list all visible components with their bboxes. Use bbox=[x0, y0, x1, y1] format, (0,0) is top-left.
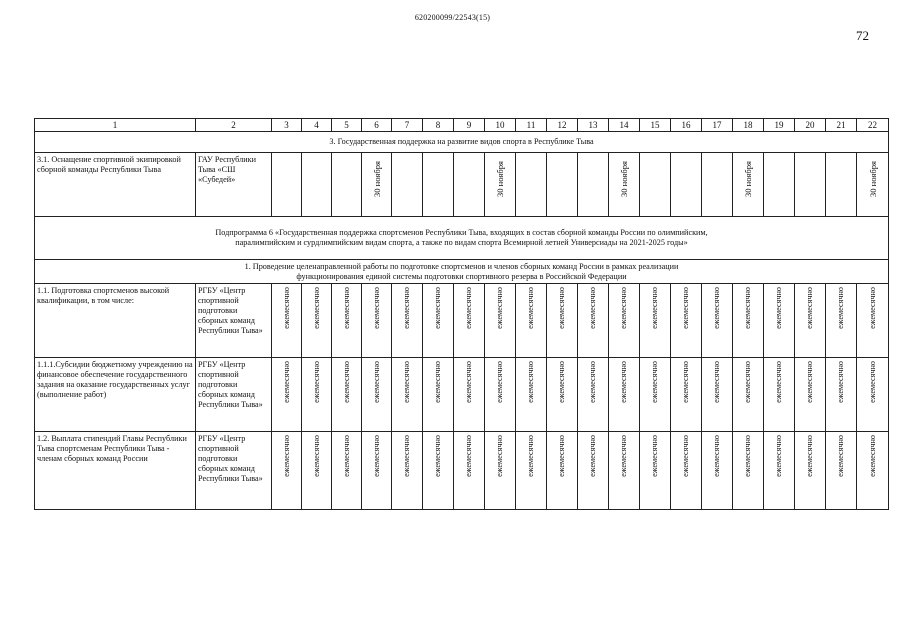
schedule-cell bbox=[423, 284, 454, 358]
period-text: ежемесячно bbox=[805, 435, 814, 477]
schedule-cell bbox=[702, 358, 733, 432]
period-text: ежемесячно bbox=[526, 361, 535, 403]
column-number: 2 bbox=[196, 119, 272, 132]
row-executor: ГАУ Республики Тыва «СШ «Субедей» bbox=[196, 153, 272, 217]
period-text: ежемесячно bbox=[619, 435, 628, 477]
schedule-cell bbox=[516, 358, 547, 432]
schedule-cell bbox=[826, 432, 857, 510]
period-text: ежемесячно bbox=[712, 361, 721, 403]
schedule-cell bbox=[485, 432, 516, 510]
column-number: 10 bbox=[485, 119, 516, 132]
schedule-cell bbox=[423, 358, 454, 432]
period-text: ежемесячно bbox=[836, 287, 845, 329]
period-text: ежемесячно bbox=[774, 287, 783, 329]
period-text: ежемесячно bbox=[867, 361, 877, 403]
period-text: ежемесячно bbox=[650, 435, 659, 477]
column-number: 5 bbox=[332, 119, 362, 132]
column-number: 15 bbox=[640, 119, 671, 132]
column-number: 17 bbox=[702, 119, 733, 132]
row-executor: РГБУ «Центр спортивной подготовки сборных команд Республики Тыва» bbox=[196, 284, 272, 358]
section-heading-line: функционирования единой системы подготовки спортивного резерва в Российской Федерации bbox=[296, 271, 627, 281]
deadline-text: 30 ноября bbox=[743, 161, 753, 198]
period-text: ежемесячно bbox=[743, 435, 752, 477]
schedule-cell bbox=[454, 358, 485, 432]
schedule-cell bbox=[795, 153, 826, 217]
document-registry-number: 620200099/22543(15) bbox=[414, 13, 491, 22]
period-text: ежемесячно bbox=[650, 287, 659, 329]
section-heading bbox=[35, 260, 889, 284]
schedule-cell bbox=[702, 432, 733, 510]
column-number: 3 bbox=[272, 119, 302, 132]
period-text: ежемесячно bbox=[743, 287, 752, 329]
schedule-cell bbox=[795, 432, 826, 510]
period-text: ежемесячно bbox=[526, 435, 535, 477]
page-number: 72 bbox=[856, 28, 869, 43]
schedule-cell bbox=[764, 358, 795, 432]
schedule-cell bbox=[671, 153, 702, 217]
schedule-cell bbox=[857, 432, 889, 510]
period-text: ежемесячно bbox=[402, 435, 411, 477]
period-text: ежемесячно bbox=[712, 435, 721, 477]
table-row bbox=[35, 153, 889, 217]
schedule-cell bbox=[272, 358, 302, 432]
schedule-cell bbox=[332, 358, 362, 432]
column-number: 18 bbox=[733, 119, 764, 132]
schedule-cell bbox=[485, 284, 516, 358]
period-text: ежемесячно bbox=[805, 361, 814, 403]
subprogram-heading-line: Подпрограмма 6 «Государственная поддержка спортсменов Республики Тыва, входящих в состав сборной команды России по олимпийским, bbox=[215, 228, 708, 237]
schedule-cell bbox=[764, 284, 795, 358]
deadline-text: 30 ноября bbox=[371, 161, 382, 198]
period-text: ежемесячно bbox=[402, 361, 411, 403]
period-text: ежемесячно bbox=[774, 435, 783, 477]
period-text: ежемесячно bbox=[557, 361, 566, 403]
column-number-row bbox=[35, 119, 889, 132]
schedule-cell bbox=[795, 358, 826, 432]
schedule-cell bbox=[362, 284, 392, 358]
period-text: ежемесячно bbox=[588, 361, 597, 403]
schedule-cell bbox=[547, 358, 578, 432]
period-text: ежемесячно bbox=[681, 287, 690, 329]
schedule-cell bbox=[857, 153, 889, 217]
period-text: ежемесячно bbox=[495, 361, 504, 403]
schedule-cell bbox=[764, 153, 795, 217]
schedule-cell bbox=[392, 284, 423, 358]
schedule-cell bbox=[547, 432, 578, 510]
schedule-cell bbox=[609, 358, 640, 432]
schedule-cell bbox=[826, 284, 857, 358]
column-number: 13 bbox=[578, 119, 609, 132]
period-text: ежемесячно bbox=[805, 287, 814, 329]
period-text: ежемесячно bbox=[341, 435, 351, 477]
period-text: ежемесячно bbox=[526, 287, 535, 329]
schedule-cell bbox=[454, 432, 485, 510]
schedule-cell bbox=[547, 284, 578, 358]
schedule-cell bbox=[671, 358, 702, 432]
period-text: ежемесячно bbox=[402, 287, 411, 329]
schedule-cell bbox=[795, 284, 826, 358]
row-name: 3.1. Оснащение спортивной экипировкой сборной команды Республики Тыва bbox=[35, 153, 196, 217]
column-number: 19 bbox=[764, 119, 795, 132]
schedule-cell bbox=[362, 153, 392, 217]
period-text: ежемесячно bbox=[557, 435, 566, 477]
section-heading-row bbox=[35, 132, 889, 153]
schedule-cell bbox=[272, 432, 302, 510]
subprogram-heading-row bbox=[35, 217, 889, 260]
period-text: ежемесячно bbox=[712, 287, 721, 329]
period-text: ежемесячно bbox=[311, 435, 321, 477]
schedule-cell bbox=[578, 284, 609, 358]
schedule-cell bbox=[423, 153, 454, 217]
row-executor: РГБУ «Центр спортивной подготовки сборных команд Республики Тыва» bbox=[196, 358, 272, 432]
schedule-cell bbox=[609, 284, 640, 358]
period-text: ежемесячно bbox=[774, 361, 783, 403]
period-text: ежемесячно bbox=[371, 361, 381, 403]
section-heading-row bbox=[35, 260, 889, 284]
period-text: ежемесячно bbox=[341, 287, 351, 329]
schedule-cell bbox=[302, 358, 332, 432]
subprogram-heading bbox=[35, 217, 889, 260]
schedule-cell bbox=[392, 432, 423, 510]
schedule-cell bbox=[332, 284, 362, 358]
period-text: ежемесячно bbox=[341, 361, 351, 403]
column-number: 7 bbox=[392, 119, 423, 132]
schedule-cell bbox=[609, 153, 640, 217]
period-text: ежемесячно bbox=[281, 435, 291, 477]
table-row bbox=[35, 432, 889, 510]
schedule-cell bbox=[272, 284, 302, 358]
column-number: 20 bbox=[795, 119, 826, 132]
column-number: 21 bbox=[826, 119, 857, 132]
row-name: 1.2. Выплата стипендий Главы Республики Тыва спортсменам Республики Тыва - членам сборных команд России bbox=[35, 432, 196, 510]
period-text: ежемесячно bbox=[311, 361, 321, 403]
schedule-cell bbox=[640, 284, 671, 358]
schedule-cell bbox=[547, 153, 578, 217]
schedule-cell bbox=[362, 432, 392, 510]
period-text: ежемесячно bbox=[464, 435, 473, 477]
period-text: ежемесячно bbox=[557, 287, 566, 329]
period-text: ежемесячно bbox=[619, 361, 628, 403]
period-text: ежемесячно bbox=[433, 287, 442, 329]
row-executor: РГБУ «Центр спортивной подготовки сборных команд Республики Тыва» bbox=[196, 432, 272, 510]
schedule-cell bbox=[857, 284, 889, 358]
deadline-text: 30 ноября bbox=[495, 161, 505, 198]
period-text: ежемесячно bbox=[588, 287, 597, 329]
schedule-cell bbox=[640, 153, 671, 217]
subprogram-heading-line: паралимпийским и сурдлимпийским видам спорта, а также по видам спорта Всемирной летней Универсиады на 2021-2025 годы» bbox=[235, 238, 688, 247]
schedule-cell bbox=[578, 153, 609, 217]
schedule-cell bbox=[578, 358, 609, 432]
period-text: ежемесячно bbox=[588, 435, 597, 477]
column-number: 16 bbox=[671, 119, 702, 132]
period-text: ежемесячно bbox=[836, 361, 845, 403]
period-text: ежемесячно bbox=[681, 361, 690, 403]
column-number: 12 bbox=[547, 119, 578, 132]
column-number: 1 bbox=[35, 119, 196, 132]
schedule-cell bbox=[609, 432, 640, 510]
schedule-cell bbox=[516, 153, 547, 217]
schedule-cell bbox=[671, 432, 702, 510]
period-text: ежемесячно bbox=[281, 361, 291, 403]
schedule-cell bbox=[454, 153, 485, 217]
schedule-cell bbox=[702, 153, 733, 217]
period-text: ежемесячно bbox=[371, 435, 381, 477]
section-heading-line: 1. Проведение целенаправленной работы по подготовке спортсменов и членов сборных команд России в рамках реализации bbox=[244, 261, 679, 271]
schedule-cell bbox=[302, 432, 332, 510]
schedule-cell bbox=[640, 358, 671, 432]
section-heading: 3. Государственная поддержка на развитие видов спорта в Республике Тыва bbox=[35, 132, 889, 153]
column-number: 9 bbox=[454, 119, 485, 132]
schedule-cell bbox=[423, 432, 454, 510]
schedule-cell bbox=[671, 284, 702, 358]
period-text: ежемесячно bbox=[867, 287, 877, 329]
period-text: ежемесячно bbox=[311, 287, 321, 329]
schedule-cell bbox=[332, 153, 362, 217]
schedule-cell bbox=[733, 153, 764, 217]
column-number: 14 bbox=[609, 119, 640, 132]
schedule-cell bbox=[826, 153, 857, 217]
schedule-cell bbox=[640, 432, 671, 510]
column-number: 6 bbox=[362, 119, 392, 132]
period-text: ежемесячно bbox=[743, 361, 752, 403]
period-text: ежемесячно bbox=[650, 361, 659, 403]
table-row bbox=[35, 358, 889, 432]
period-text: ежемесячно bbox=[495, 287, 504, 329]
period-text: ежемесячно bbox=[464, 287, 473, 329]
schedule-cell bbox=[272, 153, 302, 217]
schedule-cell bbox=[516, 284, 547, 358]
schedule-cell bbox=[857, 358, 889, 432]
schedule-cell bbox=[302, 284, 332, 358]
period-text: ежемесячно bbox=[836, 435, 845, 477]
schedule-cell bbox=[485, 358, 516, 432]
period-text: ежемесячно bbox=[281, 287, 291, 329]
period-text: ежемесячно bbox=[867, 435, 877, 477]
column-number: 11 bbox=[516, 119, 547, 132]
schedule-cell bbox=[702, 284, 733, 358]
schedule-cell bbox=[454, 284, 485, 358]
schedule-cell bbox=[485, 153, 516, 217]
table-row bbox=[35, 284, 889, 358]
row-name: 1.1.1.Субсидии бюджетному учреждению на финансовое обеспечение государственного задания на оказание государственных услуг (выполнение работ) bbox=[35, 358, 196, 432]
schedule-cell bbox=[332, 432, 362, 510]
column-number: 4 bbox=[302, 119, 332, 132]
period-text: ежемесячно bbox=[433, 435, 442, 477]
period-text: ежемесячно bbox=[619, 287, 628, 329]
deadline-text: 30 ноября bbox=[619, 161, 629, 198]
schedule-cell bbox=[733, 358, 764, 432]
row-name: 1.1. Подготовка спортсменов высокой квалификации, в том числе: bbox=[35, 284, 196, 358]
schedule-cell bbox=[764, 432, 795, 510]
schedule-cell bbox=[362, 358, 392, 432]
schedule-cell bbox=[733, 432, 764, 510]
column-number: 8 bbox=[423, 119, 454, 132]
schedule-cell bbox=[733, 284, 764, 358]
deadline-text: 30 ноября bbox=[867, 161, 878, 198]
period-text: ежемесячно bbox=[681, 435, 690, 477]
schedule-cell bbox=[392, 358, 423, 432]
schedule-cell bbox=[302, 153, 332, 217]
schedule-cell bbox=[578, 432, 609, 510]
period-text: ежемесячно bbox=[495, 435, 504, 477]
period-text: ежемесячно bbox=[464, 361, 473, 403]
plan-table bbox=[34, 118, 889, 510]
column-number: 22 bbox=[857, 119, 889, 132]
period-text: ежемесячно bbox=[433, 361, 442, 403]
schedule-cell bbox=[516, 432, 547, 510]
schedule-cell bbox=[826, 358, 857, 432]
schedule-cell bbox=[392, 153, 423, 217]
period-text: ежемесячно bbox=[371, 287, 381, 329]
